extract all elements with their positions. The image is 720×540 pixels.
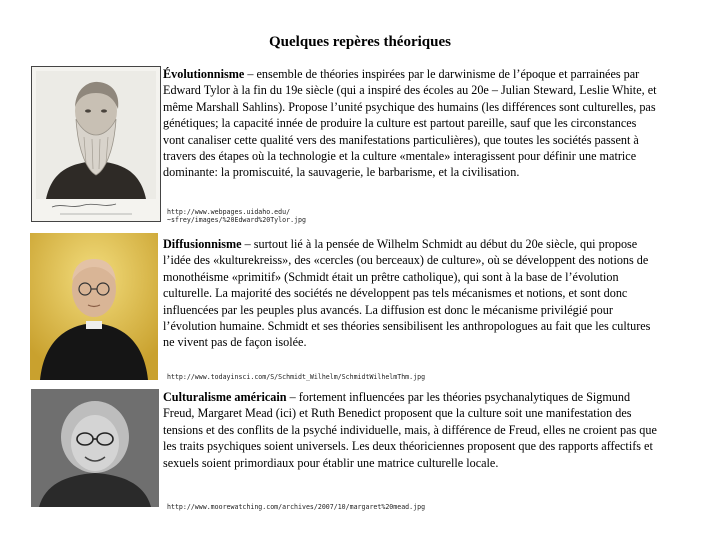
portrait-photo-icon — [31, 389, 159, 507]
section-text: – ensemble de théories inspirées par le darwinisme de l’époque et parrainées par Edward Tylor à la fin du 19e siècle (qui a inspiré des écoles au 20e – Julian Steward, Leslie White, et même Marshall Sahlins). Propose l’unité psychique des humains (les différences sont culturelles, pas génétiques; la capacité innée de produire la culture est partout pareille, sauf que les circonstances vont canaliser cette qualité vers des manifestations particulières), que toutes les sociétés passent à travers des étapes où la technologie et la culture «mentale» interagissent pour définir une matrice dominante: la promiscuité, la sauvagerie, le barbarisme, et la civilisation. — [163, 67, 657, 180]
section-term: Diffusionnisme — [163, 237, 242, 251]
image-source-url: http://www.todayinsci.com/S/Schmidt_Wilhelm/SchmidtWilhelmThm.jpg — [167, 373, 426, 381]
section-term: Évolutionnisme — [163, 67, 245, 81]
mead-portrait — [31, 389, 159, 507]
section-text: – fortement influencées par les théories psychanalytiques de Sigmund Freud, Margaret Mead (ici) et Ruth Benedict proposent que la culture soit une manifestation des tensions et des conflits de la psyché individuelle, mais, à différence de Freud, elles ne croient pas que les traits psychiques soient universels. Les deux théoriciennes proposent que des rapports affectifs et sexuels soient primordiaux pour établir une matrice culturelle locale. — [163, 390, 657, 470]
image-source-url-line: http://www.webpages.uidaho.edu/ — [167, 208, 291, 216]
portrait-photo-icon — [30, 233, 158, 380]
section-text: – surtout lié à la pensée de Wilhelm Schmidt au début du 20e siècle, qui propose l’idée des «kulturekreiss», des «cercles (ou berceaux) de culture», où se développent des notions de monothéisme «primitif» (Schmidt était un prêtre catholique), qui sont à la base de l’évolution culturelle. La majorité des sociétés ne développent pas tels mécanismes et notions, et sont donc influencées par les peuples plus avancés. La diffusion est donc le mécanisme privilégié pour l’évolution humaine. Schmidt et ses théories sensibilisent les anthropologues au fait que les cultures ne vivent pas de façon isolée. — [163, 237, 651, 350]
section-term: Culturalisme américain — [163, 390, 287, 404]
portrait-engraving-icon — [32, 67, 160, 221]
page-title: Quelques repères théoriques — [269, 34, 451, 50]
image-source-url: http://www.moorewatching.com/archives/2007/10/margaret%20mead.jpg — [167, 503, 426, 511]
section-diffusionnisme — [163, 236, 661, 351]
tylor-portrait — [31, 66, 161, 222]
image-source-url — [167, 208, 306, 224]
section-culturalisme — [163, 389, 661, 471]
image-source-url-line: ~sfrey/images/%20Edward%20Tylor.jpg — [167, 216, 306, 224]
schmidt-portrait — [30, 233, 158, 380]
section-evolutionnisme — [163, 66, 661, 181]
